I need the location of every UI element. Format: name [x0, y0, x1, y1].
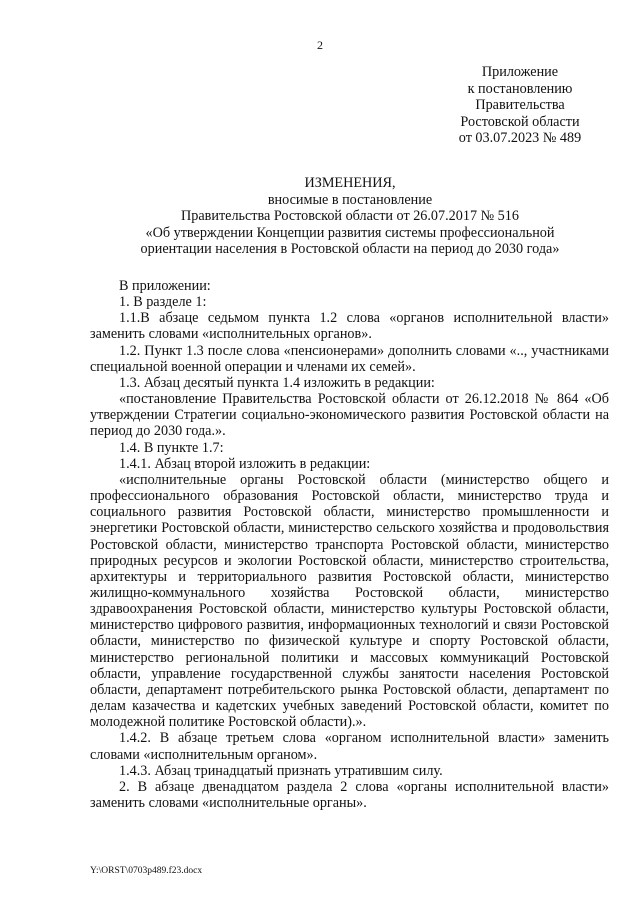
annex-block [440, 64, 600, 147]
paragraph: «постановление Правительства Ростовской области от 26.12.2018 № 864 «Об утверждении Стратегии социально-экономического развития Ростовской области на период до 2030 года.». [90, 391, 609, 440]
annex-line: от 03.07.2023 № 489 [458, 130, 582, 147]
paragraph: «исполнительные органы Ростовской области (министерство общего и профессионального образования Ростовской области, министерство труда и социального развития Ростовской области, министерство промышленности и энергетики Ростовской области, министерство сельского хозяйства и продовольствия Ростовской области, министерство транспорта Ростовской области, министерство природных ресурсов и экологии Ростовской области, министерство строительства, архитектуры и территориального развития Ростовской области, министерство жилищно-коммунального хозяйства Ростовской области, министерство здравоохранения Ростовской области, министерство культуры Ростовской области, министерство цифрового развития, информационных технологий и связи Ростовской области, министерство по физической культуре и спорту Ростовской области, министерство региональной политики и массовых коммуникаций Ростовской области, управление государственной службы занятости населения Ростовской области, департамент потребительского рынка Ростовской области, департамент по делам казачества и кадетских учебных заведений Ростовской области, комитет по молодежной политике Ростовской области).». [90, 471, 609, 731]
title-line: «Об утверждении Концепции развития системы профессиональной [145, 224, 555, 241]
annex-line: Ростовской области [460, 113, 580, 130]
paragraph: 2. В абзаце двенадцатом раздела 2 слова «органы исполнительной власти» заменить словами «исполнительные органы». [90, 778, 609, 811]
title-line: Правительства Ростовской области от 26.07.2017 № 516 [181, 208, 519, 225]
document-title [90, 175, 610, 258]
paragraph: 1.1.В абзаце седьмом пункта 1.2 слова «органов исполнительной власти» заменить словами «исполнительных органов». [90, 310, 609, 343]
annex-line: Правительства [475, 97, 565, 114]
title-line: вносимые в постановление [267, 191, 433, 208]
paragraph: 1.4.1. Абзац второй изложить в редакции: [119, 455, 371, 472]
paragraph: 1. В разделе 1: [119, 294, 207, 311]
annex-line: к постановлению [467, 80, 573, 97]
paragraph: 1.4.3. Абзац тринадцатый признать утратившим силу. [119, 762, 443, 779]
paragraph: 1.4.2. В абзаце третьем слова «органом исполнительной власти» заменить словами «исполнительным органом». [90, 730, 609, 763]
footer-file-path: Y:\ORST\0703p489.f23.docx [90, 866, 203, 876]
paragraph: 1.3. Абзац десятый пункта 1.4 изложить в редакции: [119, 374, 435, 391]
title-line: ориентации населения в Ростовской области на период до 2030 года» [140, 241, 560, 258]
document-body [90, 278, 609, 811]
paragraph: В приложении: [119, 278, 211, 294]
annex-line: Приложение [481, 64, 559, 80]
page-number: 2 [317, 38, 323, 52]
title-heading: ИЗМЕНЕНИЯ, [304, 175, 396, 191]
paragraph: 1.2. Пункт 1.3 после слова «пенсионерами» дополнить словами «.., участниками специальной военной операции и членами их семей». [90, 342, 609, 375]
paragraph: 1.4. В пункте 1.7: [119, 439, 224, 456]
